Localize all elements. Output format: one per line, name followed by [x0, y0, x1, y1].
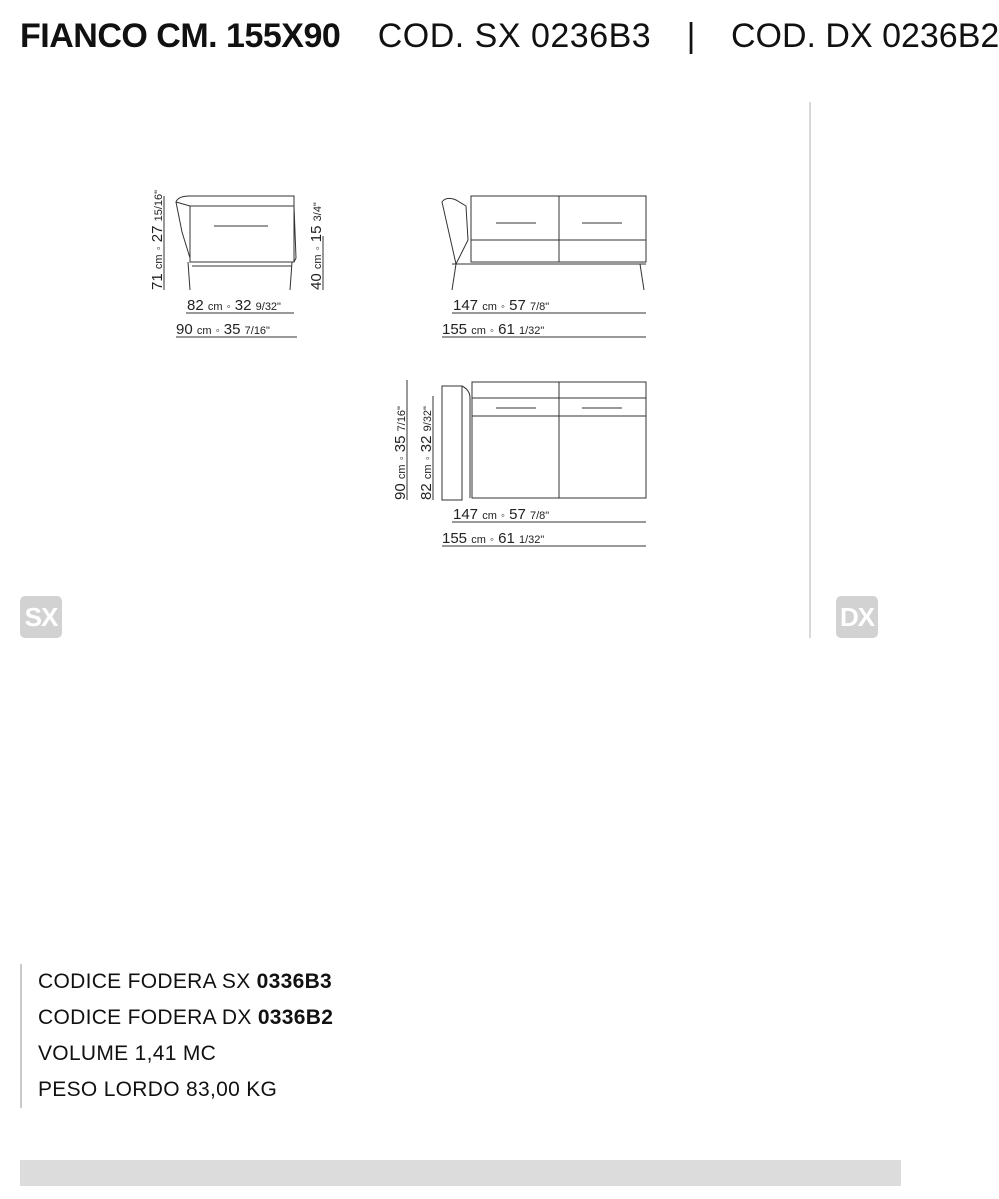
fodera-dx-label: CODICE FODERA DX [38, 1006, 252, 1029]
dim-side-height-total: 71 cm ◦ 27 15/16" [149, 189, 166, 290]
dim-side-depth-total: 90 cm ◦ 35 7/16" [176, 321, 270, 338]
dim-top-width-inner: 147 cm ◦ 57 7/8" [453, 506, 550, 523]
fodera-dx-line [38, 1000, 333, 1036]
fodera-sx-label: CODICE FODERA SX [38, 970, 251, 993]
dim-front-width-inner: 147 cm ◦ 57 7/8" [453, 297, 550, 314]
volume-line: VOLUME 1,41 MC [38, 1042, 217, 1065]
side-view-drawing [164, 196, 323, 337]
fodera-sx-code: 0336B3 [256, 970, 333, 993]
specs-block [20, 964, 333, 1108]
header-separator: | [686, 17, 696, 55]
divider-line [809, 102, 811, 638]
peso-line: PESO LORDO 83,00 KG [38, 1078, 278, 1101]
dim-front-width-total: 155 cm ◦ 61 1/32" [442, 321, 545, 338]
code-sx: COD. SX 0236B3 [377, 17, 652, 55]
fodera-sx-line [38, 964, 333, 1000]
dim-top-width-total: 155 cm ◦ 61 1/32" [442, 530, 545, 547]
fodera-dx-code: 0336B2 [257, 1006, 334, 1029]
code-dx: COD. DX 0236B2 [730, 17, 999, 55]
dim-side-depth-inner: 82 cm ◦ 32 9/32" [187, 297, 281, 314]
dx-badge: DX [836, 596, 878, 638]
sx-badge: SX [20, 596, 62, 638]
dim-top-depth-inner: 82 cm ◦ 32 9/32" [418, 406, 435, 500]
footer-bar [20, 1160, 901, 1186]
dim-top-depth-total: 90 cm ◦ 35 7/16" [392, 406, 409, 500]
front-view-drawing [442, 196, 646, 337]
dim-side-seat-height: 40 cm ◦ 15 3/4" [308, 202, 325, 290]
product-title: FIANCO CM. 155X90 [20, 17, 341, 55]
